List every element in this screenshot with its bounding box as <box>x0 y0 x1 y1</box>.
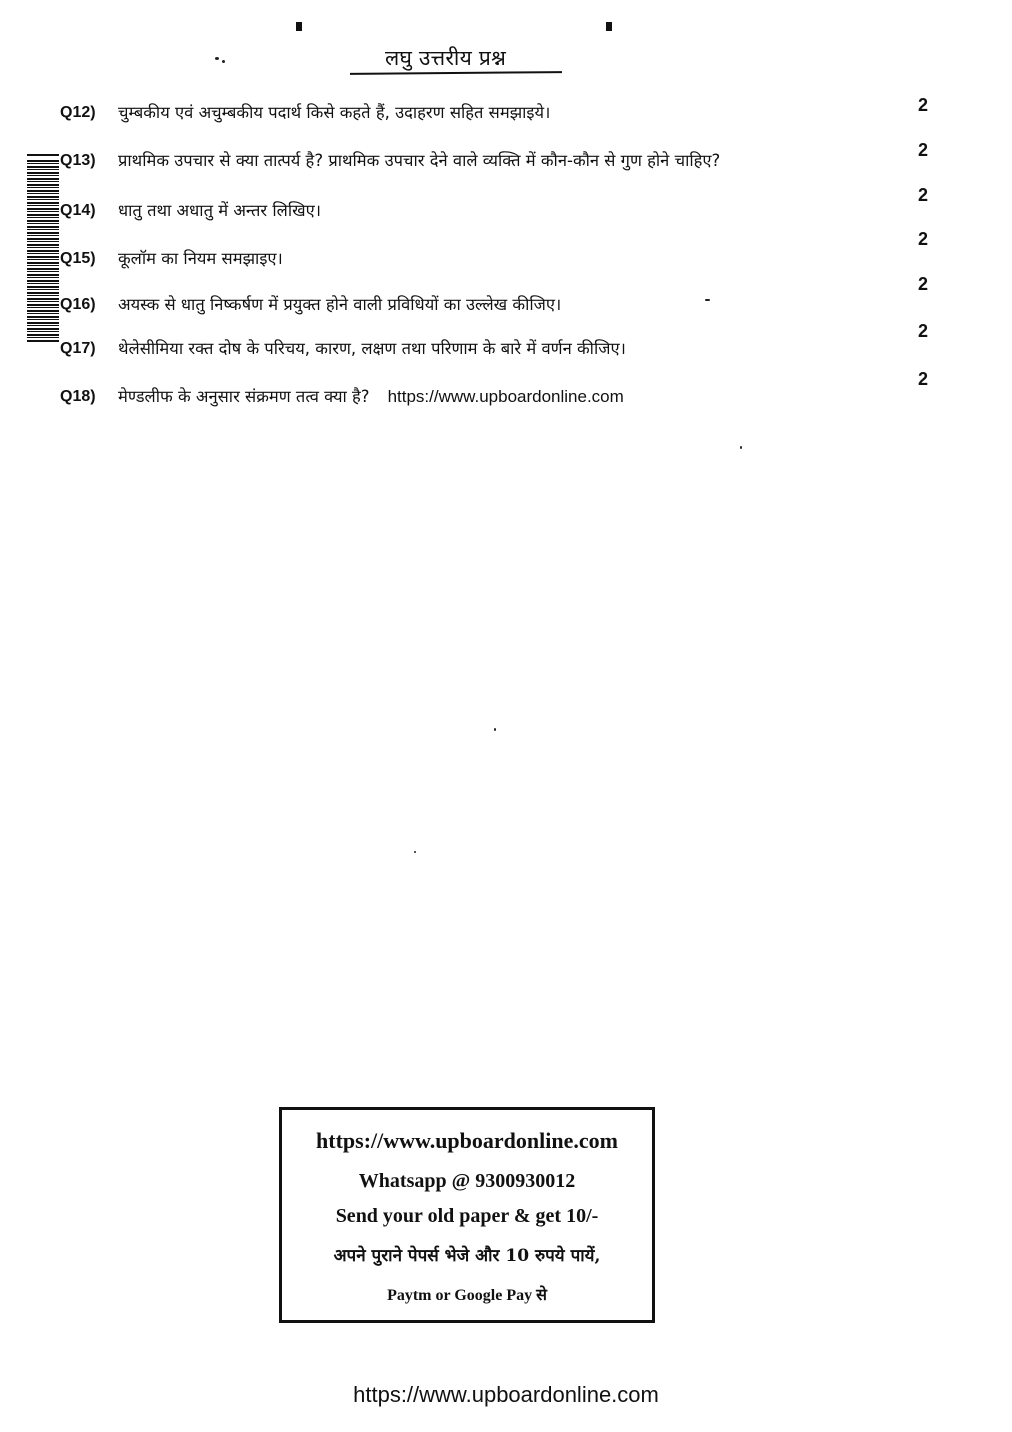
header-mark-right <box>606 22 612 31</box>
question-text: धातु तथा अधातु में अन्तर लिखिए। <box>118 201 322 220</box>
inline-site-link[interactable]: https://www.upboardonline.com <box>387 387 624 406</box>
question-marks: 2 <box>918 321 929 341</box>
question-number: Q14) <box>60 202 96 219</box>
promo-hindi-offer: अपने पुराने पेपर्स भेजे और 10 रुपये पायें, <box>333 1246 601 1266</box>
scan-speck <box>414 851 416 853</box>
promo-whatsapp: Whatsapp @ 9300930012 <box>358 1170 576 1192</box>
question-text: चुम्बकीय एवं अचुम्बकीय पदार्थ किसे कहते हैं, उदाहरण सहित समझाइये। <box>118 103 551 122</box>
question-number: Q17) <box>60 340 96 357</box>
question-row-q12 <box>60 100 942 130</box>
scan-speck <box>494 728 496 731</box>
barcode-lead <box>27 154 59 156</box>
question-marks: 2 <box>918 95 929 115</box>
barcode <box>27 160 59 342</box>
question-text <box>118 384 624 407</box>
question-row-q18 <box>60 384 942 414</box>
footer-site-link[interactable]: https://www.upboardonline.com <box>353 1382 659 1407</box>
question-marks: 2 <box>918 185 929 205</box>
question-row-q15 <box>60 246 942 276</box>
scan-speck <box>740 446 742 449</box>
question-marks: 2 <box>918 369 929 389</box>
question-number: Q13) <box>60 152 96 169</box>
scan-speck <box>215 57 219 60</box>
question-number: Q15) <box>60 250 96 267</box>
question-text: अयस्क से धातु निष्कर्षण में प्रयुक्त होने वाली प्रविधियों का उल्लेख कीजिए। <box>118 295 562 314</box>
question-row-q16 <box>60 292 942 322</box>
promo-offer: Send your old paper & get 10/- <box>335 1205 599 1227</box>
question-text: थेलेसीमिया रक्त दोष के परिचय, कारण, लक्षण तथा परिणाम के बारे में वर्णन कीजिए। <box>118 339 626 358</box>
promo-url-link[interactable]: https://www.upboardonline.com <box>316 1128 618 1153</box>
question-row-q13 <box>60 148 942 178</box>
title-underline <box>350 71 562 75</box>
question-number: Q18) <box>60 388 96 405</box>
question-row-q17 <box>60 336 942 366</box>
scan-speck <box>705 299 710 301</box>
promo-box <box>279 1107 655 1323</box>
question-number: Q12) <box>60 104 96 121</box>
question-number: Q16) <box>60 296 96 313</box>
question-text: कूलॉम का नियम समझाइए। <box>118 249 283 268</box>
question-marks: 2 <box>918 274 929 294</box>
promo-payment: Paytm or Google Pay से <box>387 1287 547 1304</box>
question-row-q14 <box>60 198 942 228</box>
question-marks: 2 <box>918 140 929 160</box>
section-title: लघु उत्तरीय प्रश्न <box>385 46 507 70</box>
scan-speck <box>222 60 225 63</box>
header-mark-left <box>296 22 302 31</box>
question-text-body: मेण्डलीफ के अनुसार संक्रमण तत्व क्या है? <box>118 387 370 406</box>
question-marks: 2 <box>918 229 929 249</box>
question-text: प्राथमिक उपचार से क्या तात्पर्य है? प्राथमिक उपचार देने वाले व्यक्ति में कौन-कौन से गुण होने चाहिए? <box>118 151 721 170</box>
